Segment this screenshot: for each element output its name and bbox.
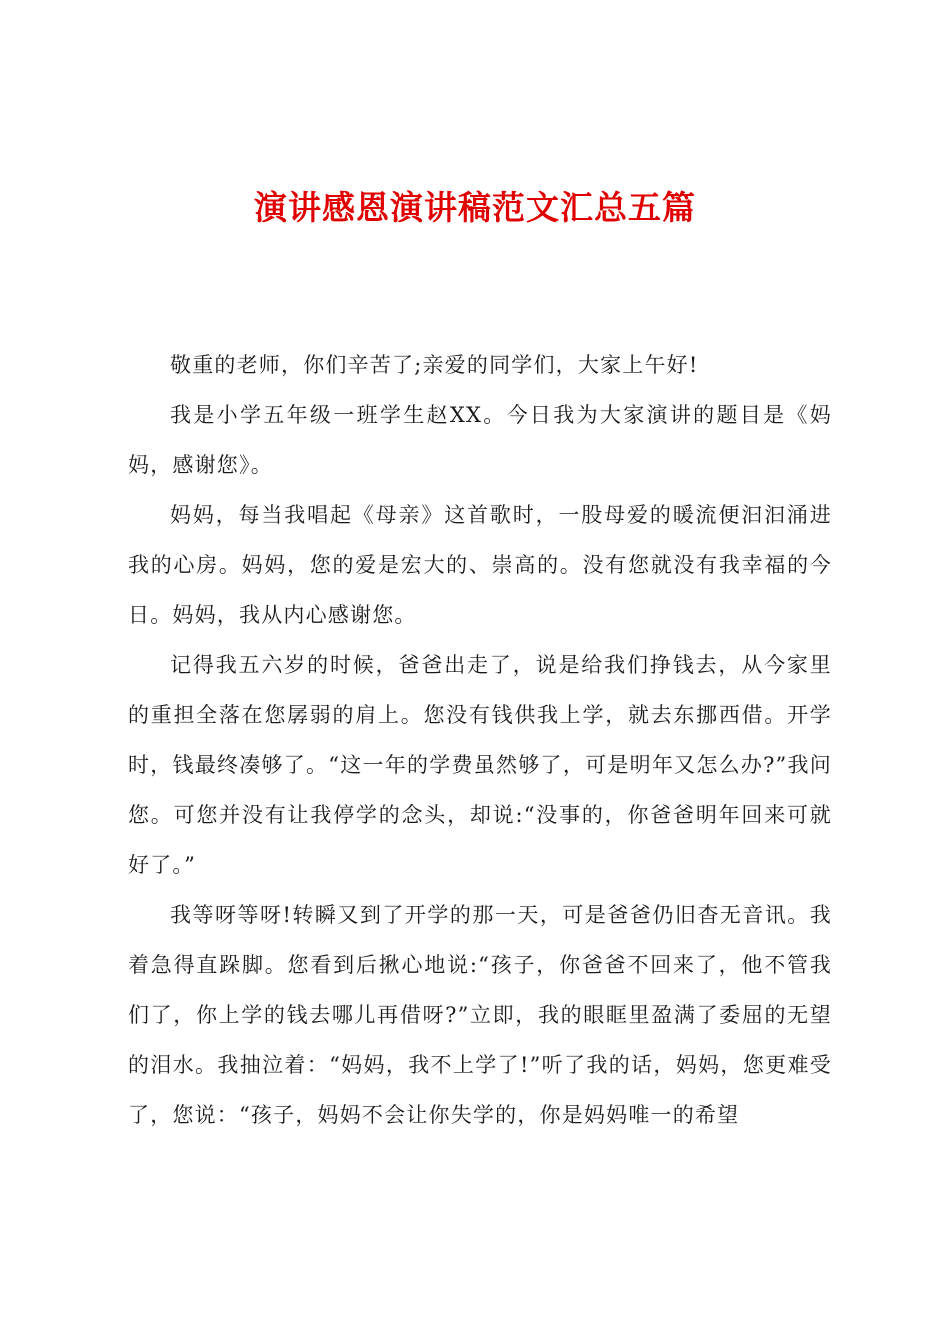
document-title: 演讲感恩演讲稿范文汇总五篇 (254, 188, 696, 227)
paragraph-mother-song: 妈妈，每当我唱起《母亲》这首歌时，一股母爱的暖流便汩汩涌进我的心房。妈妈，您的爱是宏大的、崇高的。没有您就没有我幸福的今日。妈妈，我从内心感谢您。 (128, 503, 832, 627)
paragraph-school-day: 我等呀等呀!转瞬又到了开学的那一天，可是爸爸仍旧杳无音讯。我着急得直跺脚。您看到后揪心地说:“孩子，你爸爸不回来了，他不管我们了，你上学的钱去哪儿再借呀?”立即，我的眼眶里盈满了委屈的无望的泪水。我抽泣着：“妈妈，我不上学了!”听了我的话，妈妈，您更难受了，您说：“孩子，妈妈不会让你失学的，你是妈妈唯一的希望 (128, 903, 832, 1127)
paragraph-introduction: 我是小学五年级一班学生赵XX。今日我为大家演讲的题目是《妈妈，感谢您》。 (128, 403, 832, 477)
document-body (128, 340, 832, 1140)
paragraph-greeting: 敬重的老师，你们辛苦了;亲爱的同学们，大家上午好! (170, 353, 699, 377)
paragraph-childhood-memory: 记得我五六岁的时候，爸爸出走了，说是给我们挣钱去，从今家里的重担全落在您孱弱的肩上。您没有钱供我上学，就去东挪西借。开学时，钱最终凑够了。“这一年的学费虽然够了，可是明年又怎么办?”我问您。可您并没有让我停学的念头，却说:“没事的，你爸爸明年回来可就好了。” (128, 653, 832, 877)
